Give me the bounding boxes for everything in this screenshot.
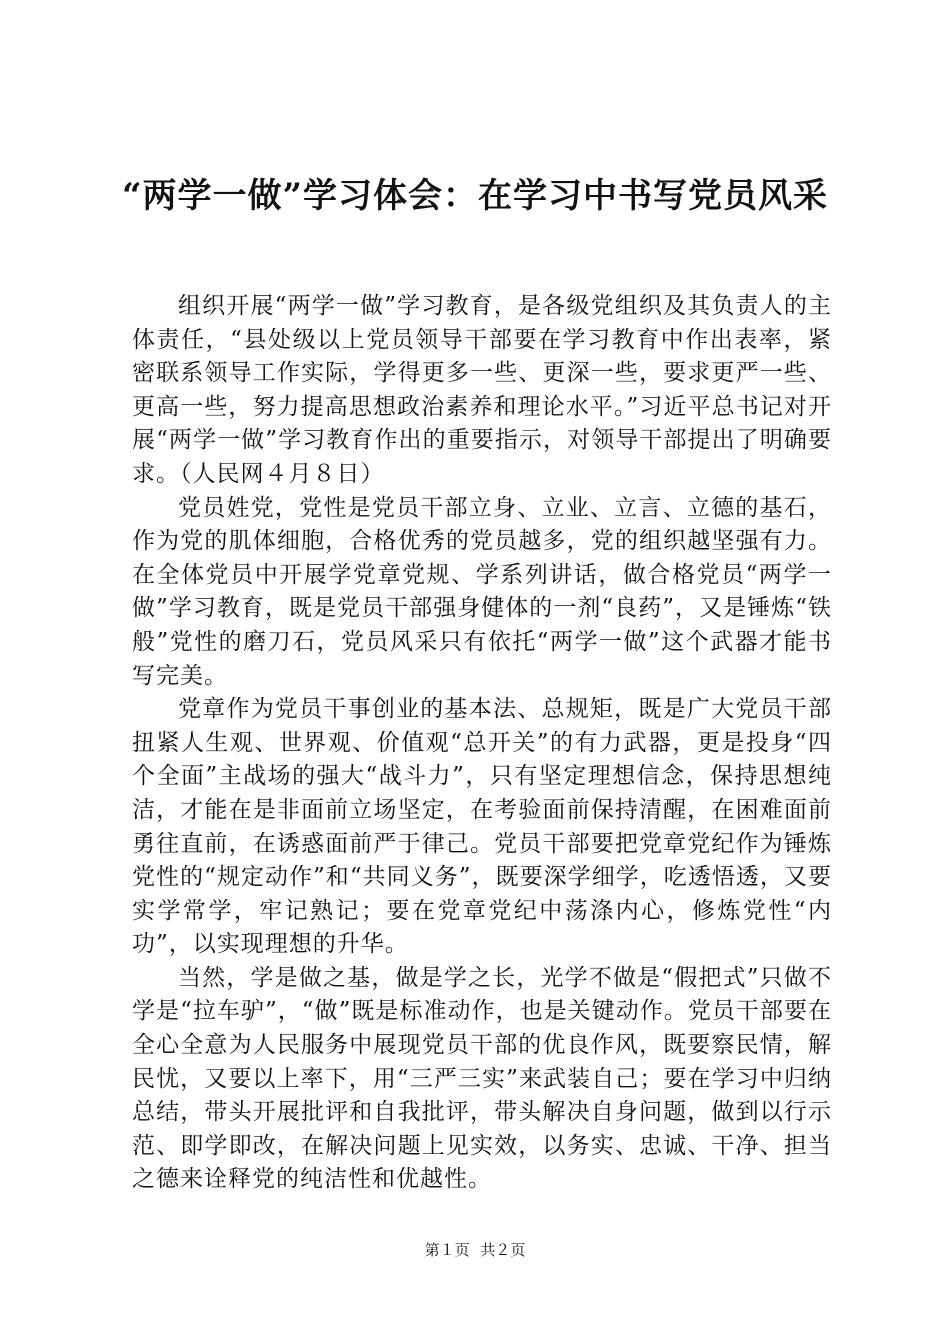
page-footer bbox=[0, 1240, 950, 1260]
document-title: “两学一做”学习体会：在学习中书写党员风采 bbox=[121, 176, 829, 216]
page-number-total: 共２页 bbox=[480, 1241, 526, 1259]
paragraph-1: 组织开展“两学一做”学习教育，是各级党组织及其负责人的主体责任，“县处级以上党员领导干部要在学习教育中作出表率，紧密联系领导工作实际，学得更多一些、更深一些，要求更严一些、更高一些，努力提高思想政治素养和理论水平。”习近平总书记对开展“两学一做”学习教育作出的重要指示，对领导干部提出了明确要求。（人民网４月８日） bbox=[132, 293, 832, 487]
paragraph-2: 党员姓党，党性是党员干部立身、立业、立言、立德的基石，作为党的肌体细胞，合格优秀的党员越多，党的组织越坚强有力。在全体党员中开展学党章党规、学系列讲话，做合格党员“两学一做”学习教育，既是党员干部强身健体的一剂“良药”，又是锤炼“铁般”党性的磨刀石，党员风采只有依托“两学一做”这个武器才能书写完美。 bbox=[132, 494, 832, 689]
document-body bbox=[132, 290, 832, 1197]
paragraph-4: 当然，学是做之基，做是学之长，光学不做是“假把式”只做不学是“拉车驴”，“做”既是标准动作，也是关键动作。党员干部要在全心全意为人民服务中展现党员干部的优良作风，既要察民情，解民忧，又要以上率下，用“三严三实”来武装自己；要在学习中归纳总结，带头开展批评和自我批评，带头解决自身问题，做到以行示范、即学即改，在解决问题上见实效，以务实、忠诚、干净、担当之德来诠释党的纯洁性和优越性。 bbox=[132, 964, 832, 1193]
paragraph-3: 党章作为党员干事创业的基本法、总规矩，既是广大党员干部扭紧人生观、世界观、价值观“总开关”的有力武器，更是投身“四个全面”主战场的强大“战斗力”，只有坚定理想信念，保持思想纯洁，才能在是非面前立场坚定，在考验面前保持清醒，在困难面前勇往直前，在诱惑面前严于律己。党员干部要把党章党纪作为锤炼党性的“规定动作”和“共同义务”，既要深学细学，吃透悟透，又要实学常学，牢记熟记；要在党章党纪中荡涤内心，修炼党性“内功”，以实现理想的升华。 bbox=[132, 696, 832, 958]
page-number-current: 第１页 bbox=[424, 1241, 470, 1259]
